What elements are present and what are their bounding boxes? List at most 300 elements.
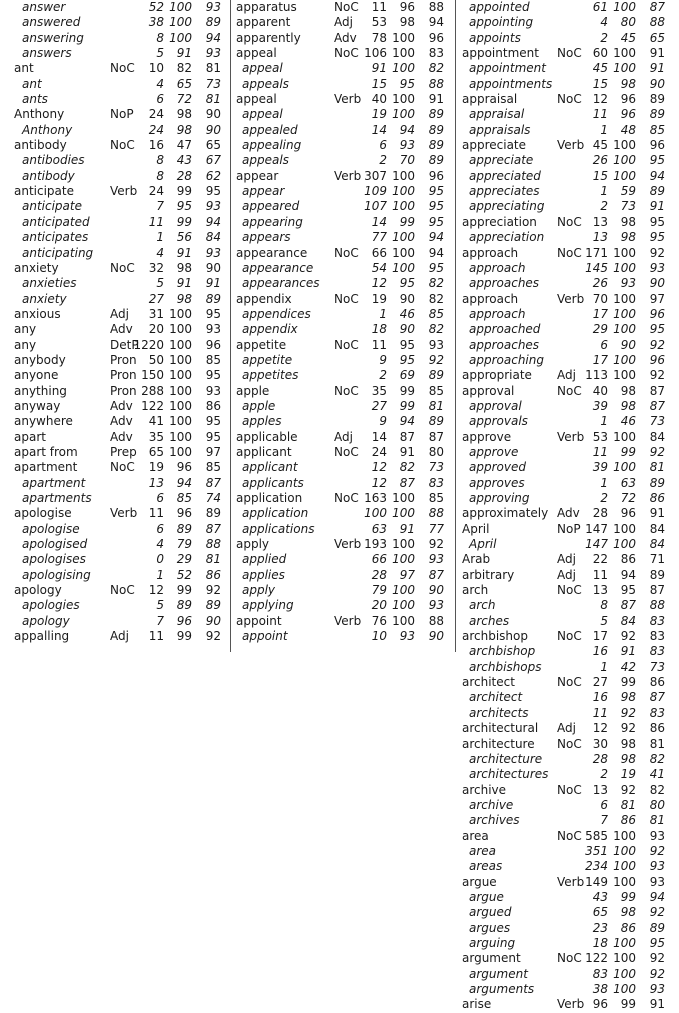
range: 99 — [176, 184, 192, 199]
range: 100 — [613, 951, 636, 966]
dispersion: 86 — [205, 567, 221, 582]
frequency: 28 — [371, 567, 387, 582]
range: 91 — [399, 521, 415, 536]
headword: approximately — [462, 506, 549, 521]
frequency: 35 — [148, 429, 164, 444]
lemma-row — [232, 46, 454, 61]
range: 52 — [176, 567, 192, 582]
range: 72 — [176, 92, 192, 107]
frequency: 40 — [592, 383, 608, 398]
dispersion: 82 — [649, 751, 665, 766]
headword: Anthony — [22, 122, 73, 137]
headword: anxiety — [14, 260, 59, 275]
dispersion: 94 — [649, 889, 665, 904]
word-form-row — [232, 522, 454, 537]
part-of-speech: NoC — [334, 0, 359, 14]
range: 95 — [399, 352, 415, 367]
word-form-row — [457, 813, 679, 828]
part-of-speech: NoC — [110, 583, 135, 598]
headword: apologies — [22, 598, 80, 613]
headword: ants — [22, 92, 48, 107]
range: 100 — [392, 168, 415, 183]
range: 100 — [169, 352, 192, 367]
word-form-row — [457, 445, 679, 460]
range: 91 — [399, 444, 415, 459]
part-of-speech: NoC — [557, 245, 582, 260]
dispersion: 92 — [649, 444, 665, 459]
frequency: 96 — [592, 997, 608, 1012]
frequency: 27 — [592, 675, 608, 690]
dispersion: 89 — [649, 92, 665, 107]
frequency: 35 — [371, 383, 387, 398]
headword: appreciating — [469, 199, 545, 214]
range: 19 — [620, 767, 636, 782]
range: 94 — [399, 414, 415, 429]
word-form-row — [232, 476, 454, 491]
dispersion: 80 — [649, 797, 665, 812]
dispersion: 87 — [428, 567, 444, 582]
headword: argues — [469, 920, 511, 935]
word-form-row — [232, 184, 454, 199]
frequency: 6 — [600, 337, 608, 352]
range: 96 — [620, 92, 636, 107]
range: 100 — [169, 383, 192, 398]
headword: appears — [242, 230, 291, 245]
range: 56 — [176, 230, 192, 245]
range: 95 — [176, 199, 192, 214]
range: 90 — [620, 337, 636, 352]
headword: appreciation — [469, 230, 545, 245]
dispersion: 95 — [428, 260, 444, 275]
range: 100 — [613, 982, 636, 996]
frequency: 15 — [592, 168, 608, 183]
dispersion: 77 — [428, 521, 444, 536]
headword: anxieties — [22, 276, 77, 291]
headword: appeal — [242, 61, 283, 76]
dispersion: 93 — [205, 322, 221, 337]
headword: anticipating — [22, 245, 94, 260]
frequency: 6 — [379, 138, 387, 153]
frequency: 149 — [585, 874, 608, 889]
range: 100 — [392, 260, 415, 275]
frequency: 18 — [592, 935, 608, 950]
dispersion: 82 — [649, 782, 665, 797]
dispersion: 41 — [649, 767, 665, 782]
dispersion: 93 — [649, 828, 665, 843]
part-of-speech: Adj — [557, 567, 576, 582]
lemma-row — [457, 721, 679, 736]
headword: approves — [469, 475, 525, 490]
headword: apart — [14, 429, 46, 444]
frequency: 9 — [379, 352, 387, 367]
frequency: 45 — [592, 61, 608, 76]
range: 98 — [620, 690, 636, 705]
word-form-row — [0, 292, 226, 307]
frequency: 54 — [371, 260, 387, 275]
range: 100 — [392, 61, 415, 76]
lemma-row — [232, 246, 454, 261]
dispersion: 95 — [205, 306, 221, 321]
range: 98 — [176, 260, 192, 275]
headword: architecture — [469, 751, 543, 766]
range: 95 — [620, 583, 636, 598]
frequency: 39 — [592, 460, 608, 475]
range: 100 — [392, 583, 415, 598]
range: 87 — [399, 475, 415, 490]
lemma-row — [232, 445, 454, 460]
dispersion: 91 — [428, 92, 444, 107]
lemma-row — [0, 583, 226, 598]
word-form-row — [457, 353, 679, 368]
dispersion: 89 — [649, 920, 665, 935]
frequency: 307 — [364, 168, 387, 183]
dispersion: 83 — [649, 629, 665, 644]
range: 100 — [169, 306, 192, 321]
frequency: 53 — [592, 429, 608, 444]
part-of-speech: DetP — [110, 337, 139, 352]
headword: apartment — [22, 475, 86, 490]
word-form-row — [232, 414, 454, 429]
dispersion: 90 — [428, 583, 444, 598]
frequency: 13 — [148, 475, 164, 490]
frequency: 4 — [156, 537, 164, 552]
frequency: 11 — [148, 506, 164, 521]
headword: appreciate — [462, 138, 527, 153]
frequency: 145 — [585, 260, 608, 275]
column-divider — [455, 0, 456, 652]
frequency: 10 — [371, 629, 387, 644]
word-form-row — [232, 77, 454, 92]
range: 72 — [620, 491, 636, 505]
headword: argued — [469, 905, 512, 920]
range: 79 — [176, 537, 192, 552]
dispersion: 81 — [205, 552, 221, 567]
frequency: 24 — [148, 122, 164, 137]
frequency: 17 — [592, 352, 608, 367]
dispersion: 82 — [428, 276, 444, 291]
range: 96 — [176, 613, 192, 628]
dispersion: 85 — [428, 383, 444, 398]
range: 100 — [392, 506, 415, 521]
frequency: 12 — [371, 460, 387, 475]
dispersion: 88 — [205, 537, 221, 552]
dispersion: 92 — [649, 843, 665, 858]
frequency: 23 — [592, 920, 608, 935]
part-of-speech: Verb — [557, 997, 585, 1012]
word-form-row — [232, 153, 454, 168]
dispersion: 92 — [649, 905, 665, 920]
headword: Arab — [462, 552, 491, 567]
headword: answered — [22, 15, 81, 30]
word-form-row — [0, 15, 226, 30]
part-of-speech: Adj — [557, 552, 576, 567]
dispersion: 83 — [649, 613, 665, 628]
headword: apologise — [14, 506, 72, 521]
frequency: 28 — [592, 751, 608, 766]
range: 100 — [613, 352, 636, 367]
headword: application — [242, 506, 309, 521]
headword: apologises — [22, 552, 86, 567]
frequency: 7 — [156, 613, 164, 628]
dispersion: 92 — [428, 352, 444, 367]
dispersion: 89 — [428, 368, 444, 383]
range: 100 — [392, 199, 415, 214]
frequency: 28 — [592, 506, 608, 521]
frequency: 17 — [592, 306, 608, 321]
word-form-row — [0, 476, 226, 491]
dispersion: 94 — [649, 168, 665, 183]
dispersion: 95 — [649, 935, 665, 950]
part-of-speech: Adv — [110, 429, 133, 444]
dispersion: 89 — [649, 184, 665, 199]
word-form-row — [232, 230, 454, 245]
dispersion: 88 — [428, 76, 444, 91]
dispersion: 74 — [205, 491, 221, 505]
dispersion: 95 — [205, 414, 221, 429]
dispersion: 94 — [205, 214, 221, 229]
range: 99 — [176, 629, 192, 644]
headword: application — [236, 491, 303, 505]
frequency: 26 — [592, 276, 608, 291]
part-of-speech: Verb — [110, 184, 138, 199]
part-of-speech: Prep — [110, 444, 137, 459]
part-of-speech: NoC — [557, 629, 582, 644]
range: 98 — [176, 122, 192, 137]
part-of-speech: Adj — [557, 368, 576, 383]
part-of-speech: NoC — [334, 444, 359, 459]
range: 100 — [613, 61, 636, 76]
part-of-speech: NoC — [110, 61, 135, 76]
headword: appalling — [14, 629, 70, 644]
range: 95 — [399, 337, 415, 352]
frequency: 11 — [371, 0, 387, 14]
word-form-row — [0, 153, 226, 168]
part-of-speech: NoC — [334, 46, 359, 61]
headword: applications — [242, 521, 315, 536]
headword: anticipates — [22, 230, 89, 245]
frequency: 1 — [600, 122, 608, 137]
part-of-speech: Verb — [334, 537, 362, 552]
word-form-row — [457, 399, 679, 414]
range: 99 — [620, 997, 636, 1012]
dispersion: 95 — [649, 322, 665, 337]
word-form-row — [0, 77, 226, 92]
part-of-speech: Verb — [334, 168, 362, 183]
headword: applicant — [242, 460, 298, 475]
range: 91 — [176, 46, 192, 61]
dispersion: 88 — [428, 506, 444, 521]
frequency: 1 — [600, 414, 608, 429]
range: 94 — [399, 122, 415, 137]
range: 46 — [399, 306, 415, 321]
frequency: 41 — [148, 414, 164, 429]
word-form-row — [0, 92, 226, 107]
frequency: 50 — [148, 352, 164, 367]
headword: area — [469, 843, 497, 858]
frequency: 19 — [371, 107, 387, 122]
part-of-speech: Adj — [110, 306, 129, 321]
frequency: 1 — [600, 475, 608, 490]
range: 80 — [620, 15, 636, 30]
lemma-row — [457, 568, 679, 583]
lemma-row — [0, 107, 226, 122]
frequency: 8 — [156, 30, 164, 45]
headword: appreciate — [469, 153, 534, 168]
dispersion: 93 — [205, 199, 221, 214]
headword: appear — [236, 168, 279, 183]
word-form-row — [232, 276, 454, 291]
part-of-speech: NoC — [110, 260, 135, 275]
frequency: 122 — [585, 951, 608, 966]
word-form-row — [457, 844, 679, 859]
dispersion: 87 — [649, 398, 665, 413]
dispersion: 81 — [649, 460, 665, 475]
dispersion: 97 — [205, 444, 221, 459]
part-of-speech: NoC — [557, 92, 582, 107]
frequency: 31 — [148, 306, 164, 321]
headword: appendix — [242, 322, 298, 337]
headword: appealing — [242, 138, 302, 153]
headword: appoints — [469, 30, 521, 45]
dispersion: 86 — [649, 491, 665, 505]
range: 100 — [613, 153, 636, 168]
dispersion: 92 — [205, 629, 221, 644]
range: 46 — [620, 414, 636, 429]
dispersion: 83 — [428, 46, 444, 61]
dispersion: 91 — [649, 997, 665, 1012]
range: 99 — [399, 214, 415, 229]
range: 99 — [176, 583, 192, 598]
range: 100 — [169, 15, 192, 30]
dispersion: 92 — [649, 966, 665, 981]
headword: anything — [14, 383, 67, 398]
dispersion: 71 — [649, 552, 665, 567]
dispersion: 87 — [205, 475, 221, 490]
word-form-row — [232, 629, 454, 644]
dispersion: 95 — [428, 199, 444, 214]
part-of-speech: Adj — [557, 721, 576, 736]
headword: appeals — [242, 76, 289, 91]
headword: architects — [469, 705, 529, 720]
frequency: 52 — [148, 0, 164, 14]
range: 98 — [620, 76, 636, 91]
frequency: 79 — [371, 583, 387, 598]
frequency: 60 — [592, 46, 608, 61]
frequency: 1 — [156, 230, 164, 245]
word-form-row — [232, 107, 454, 122]
lemma-row — [457, 292, 679, 307]
headword: ant — [14, 61, 34, 76]
dispersion: 92 — [649, 951, 665, 966]
dispersion: 87 — [649, 690, 665, 705]
frequency: 6 — [156, 92, 164, 107]
range: 96 — [399, 0, 415, 14]
part-of-speech: Pron — [110, 383, 137, 398]
lemma-row — [232, 338, 454, 353]
lemma-row — [0, 353, 226, 368]
frequency: 13 — [592, 583, 608, 598]
lemma-row — [0, 261, 226, 276]
word-form-row — [457, 905, 679, 920]
headword: apologise — [22, 521, 80, 536]
range: 100 — [169, 368, 192, 383]
word-form-row — [232, 199, 454, 214]
dispersion: 95 — [649, 153, 665, 168]
headword: archives — [469, 813, 520, 828]
headword: appealed — [242, 122, 298, 137]
part-of-speech: NoC — [334, 291, 359, 306]
word-form-row — [0, 46, 226, 61]
headword: architecture — [462, 736, 535, 751]
entry-column-1 — [0, 0, 226, 644]
frequency: 1220 — [133, 337, 164, 352]
word-form-row — [232, 353, 454, 368]
lemma-row — [457, 875, 679, 890]
headword: arches — [469, 613, 510, 628]
headword: antibodies — [22, 153, 85, 168]
frequency: 147 — [585, 537, 608, 552]
headword: approval — [462, 383, 515, 398]
frequency: 13 — [592, 214, 608, 229]
word-form-row — [457, 890, 679, 905]
lemma-row — [0, 138, 226, 153]
frequency: 12 — [592, 92, 608, 107]
word-form-row — [457, 199, 679, 214]
headword: appearance — [236, 245, 308, 260]
frequency: 11 — [592, 705, 608, 720]
headword: appearing — [242, 214, 303, 229]
range: 91 — [620, 644, 636, 659]
lemma-row — [232, 537, 454, 552]
word-form-row — [457, 982, 679, 997]
range: 69 — [399, 368, 415, 383]
range: 100 — [392, 491, 415, 505]
range: 91 — [176, 276, 192, 291]
headword: answers — [22, 46, 72, 61]
part-of-speech: NoC — [334, 337, 359, 352]
frequency: 14 — [371, 214, 387, 229]
word-form-row — [457, 859, 679, 874]
frequency: 163 — [364, 491, 387, 505]
dispersion: 73 — [649, 414, 665, 429]
headword: area — [462, 828, 489, 843]
word-form-row — [0, 123, 226, 138]
dispersion: 82 — [428, 291, 444, 306]
frequency: 5 — [600, 613, 608, 628]
lemma-row — [0, 368, 226, 383]
headword: approached — [469, 322, 541, 337]
headword: arch — [462, 583, 489, 598]
headword: anticipated — [22, 214, 90, 229]
headword: architect — [469, 690, 523, 705]
frequency: 8 — [156, 153, 164, 168]
headword: argument — [462, 951, 521, 966]
dispersion: 85 — [205, 352, 221, 367]
frequency: 10 — [148, 61, 164, 76]
range: 70 — [399, 153, 415, 168]
headword: April — [469, 537, 497, 552]
frequency: 40 — [371, 92, 387, 107]
range: 100 — [613, 521, 636, 536]
range: 100 — [169, 322, 192, 337]
frequency: 20 — [148, 322, 164, 337]
frequency: 76 — [371, 613, 387, 628]
part-of-speech: NoC — [557, 736, 582, 751]
range: 98 — [399, 15, 415, 30]
headword: appendix — [236, 291, 292, 306]
dispersion: 90 — [205, 613, 221, 628]
frequency: 2 — [600, 30, 608, 45]
